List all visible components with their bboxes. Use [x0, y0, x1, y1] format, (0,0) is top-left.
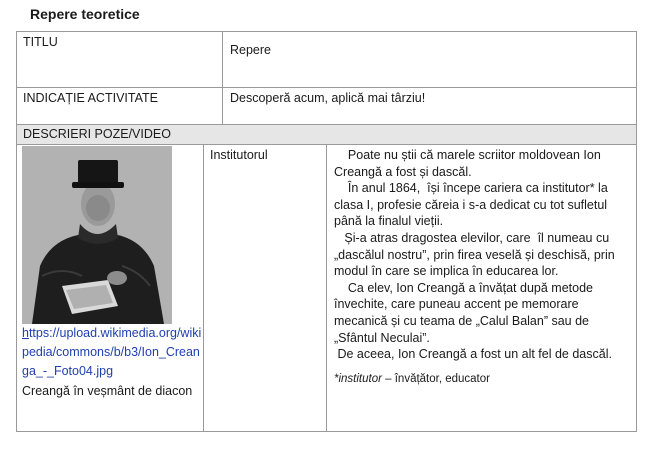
title-label: TITLU — [23, 35, 58, 49]
activity-label: INDICAȚIE ACTIVITATE — [23, 91, 158, 105]
footnote — [334, 371, 628, 388]
page-heading: Repere teoretice — [30, 6, 140, 22]
activity-row — [16, 87, 637, 124]
photo-source-link[interactable] — [22, 324, 203, 381]
link-rest[interactable]: ttps://upload.wikimedia.org/wikipedia/commons/b/b3/Ion_Creanga_-_Foto04.jpg — [22, 326, 202, 378]
paragraph-3: Și-a atras dragostea elevilor, care îl numeau cu „dascălul nostru”, prin firea veselă și deschisă, prin modul în care se implica în educarea lor. — [334, 230, 619, 279]
media-title: Institutorul — [210, 148, 268, 162]
paragraph-2: În anul 1864, își începe cariera ca institutor* la clasa I, profesie căreia i s-a dedicat cu tot sufletul până la finalul vieții. — [334, 181, 612, 229]
media-content-row — [16, 144, 637, 432]
photo-cell — [17, 145, 203, 431]
title-value[interactable]: Repere — [230, 43, 271, 57]
footnote-term: *institutor — [334, 372, 382, 385]
portrait-photo[interactable] — [22, 146, 172, 324]
paragraph-4: Ca elev, Ion Creangă a învățat după metode învechite, care puneau accent pe memorare mecanică și cu teama de „Calul Balan” sau de „Sfântul Neculai”. — [334, 280, 597, 345]
media-header-row — [16, 124, 637, 144]
photo-caption: Creangă în veșmânt de diacon — [22, 384, 193, 398]
footnote-definition: – învățător, educator — [381, 372, 490, 385]
media-label: DESCRIERI POZE/VIDEO — [23, 127, 171, 141]
title-row — [16, 31, 637, 87]
paragraph-1: Poate nu știi că marele scriitor moldovean Ion Creangă a fost și dascăl. — [334, 148, 605, 179]
description-cell — [326, 145, 636, 431]
link-first-char[interactable]: h — [22, 326, 29, 340]
paragraph-5: De aceea, Ion Creangă a fost un alt fel de dascăl. — [334, 347, 612, 362]
activity-value[interactable]: Descoperă acum, aplică mai târziu! — [230, 91, 426, 105]
